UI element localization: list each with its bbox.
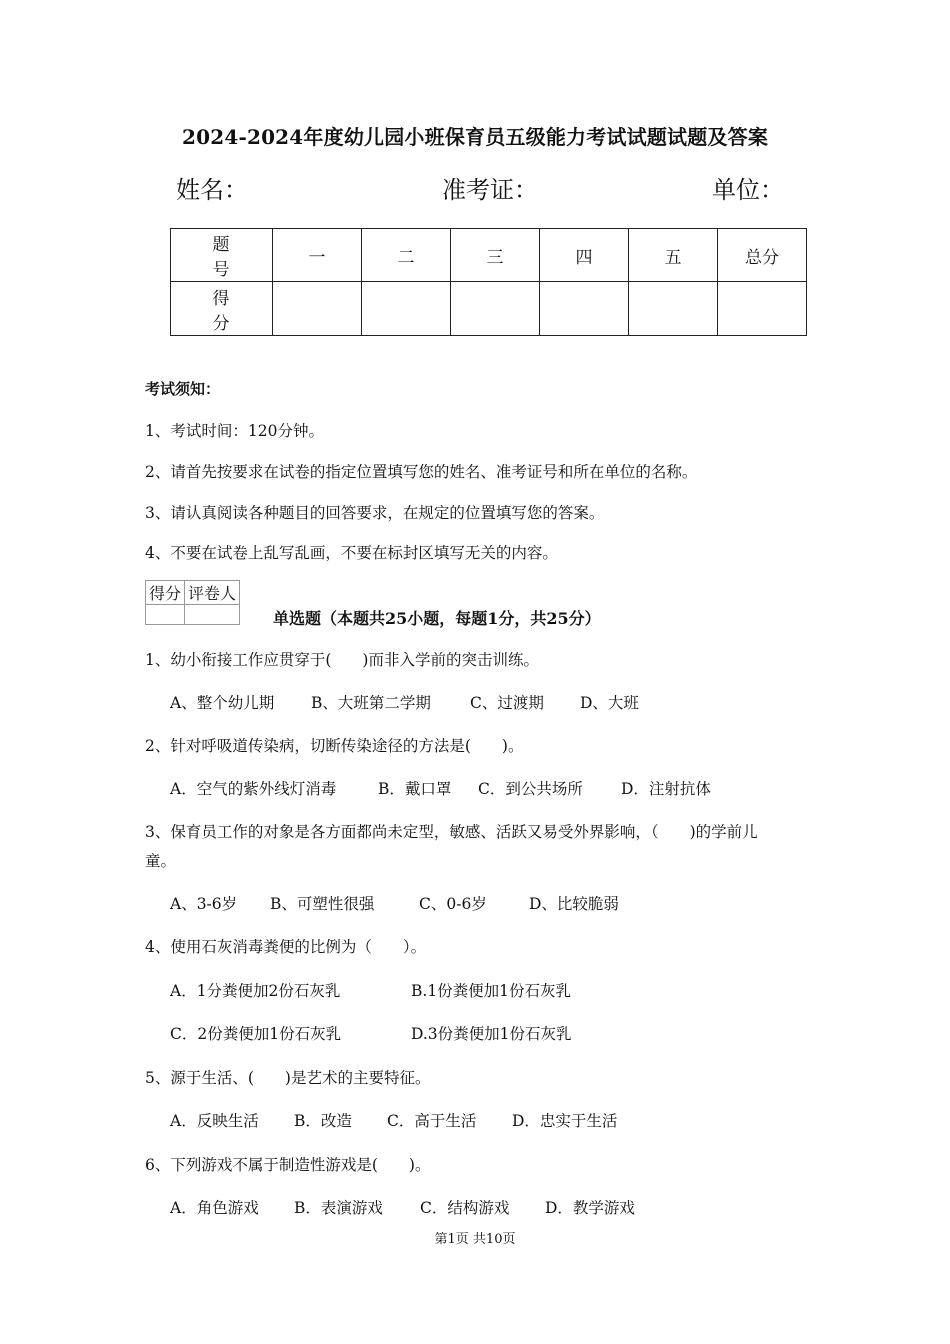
grader-reviewer-cell[interactable] bbox=[185, 605, 240, 625]
question-text: 3、保育员工作的对象是各方面都尚未定型，敏感、活跃又易受外界影响，（ )的学前儿 bbox=[145, 823, 758, 841]
option-d[interactable]: D、比较脆弱 bbox=[529, 895, 619, 913]
option-d[interactable]: D．教学游戏 bbox=[545, 1199, 635, 1217]
question-text: 2、针对呼吸道传染病，切断传染途径的方法是( )。 bbox=[145, 737, 524, 755]
question-text: 1、幼小衔接工作应贯穿于( )而非入学前的突击训练。 bbox=[145, 651, 539, 669]
page-footer: 第1页 共10页 bbox=[434, 1232, 516, 1247]
score-table-cell: 一 bbox=[273, 229, 362, 282]
option-b[interactable]: B．表演游戏 bbox=[294, 1199, 383, 1217]
score-table-score-row bbox=[171, 282, 807, 336]
option-b[interactable]: B、大班第二学期 bbox=[311, 694, 431, 712]
page-title: 2024-2024年度幼儿园小班保育员五级能力考试试题试题及答案 bbox=[181, 125, 769, 149]
grader-score-label: 得分 bbox=[146, 581, 185, 605]
option-a[interactable]: A．空气的紫外线灯消毒 bbox=[170, 780, 337, 798]
notice-item: 4、不要在试卷上乱写乱画，不要在标封区填写无关的内容。 bbox=[145, 544, 558, 562]
option-d[interactable]: D．忠实于生活 bbox=[512, 1112, 618, 1130]
notice-item: 1、考试时间：120分钟。 bbox=[145, 422, 324, 440]
option-b[interactable]: B．戴口罩 bbox=[378, 780, 452, 798]
option-d[interactable]: D、大班 bbox=[580, 694, 639, 712]
score-table-cell: 得 分 bbox=[171, 282, 273, 336]
option-c[interactable]: C．高于生活 bbox=[387, 1112, 477, 1130]
option-a[interactable]: A．反映生活 bbox=[170, 1112, 259, 1130]
option-c[interactable]: C．结构游戏 bbox=[420, 1199, 510, 1217]
score-table-cell: 总分 bbox=[718, 229, 807, 282]
score-table-input-cell[interactable] bbox=[718, 282, 807, 336]
option-c[interactable]: C．2份粪便加1份石灰乳 bbox=[170, 1025, 342, 1043]
question-text-continued: 童。 bbox=[145, 852, 177, 870]
grader-score-cell[interactable] bbox=[146, 605, 185, 625]
score-table-input-cell[interactable] bbox=[629, 282, 718, 336]
option-a[interactable]: A、整个幼儿期 bbox=[170, 694, 275, 712]
option-d[interactable]: D.3份粪便加1份石灰乳 bbox=[411, 1025, 572, 1043]
option-b[interactable]: B、可塑性很强 bbox=[270, 895, 375, 913]
score-table-input-cell[interactable] bbox=[540, 282, 629, 336]
grader-reviewer-label: 评卷人 bbox=[185, 581, 240, 605]
section-title: 单选题（本题共25小题，每题1分，共25分） bbox=[273, 609, 601, 628]
question-text: 5、源于生活、( )是艺术的主要特征。 bbox=[145, 1069, 431, 1087]
score-table-input-cell[interactable] bbox=[362, 282, 451, 336]
notice-title: 考试须知： bbox=[145, 380, 221, 398]
exam-id-label: 准考证： bbox=[442, 176, 538, 204]
unit-label: 单位： bbox=[712, 176, 784, 204]
option-b[interactable]: B.1份粪便加1份石灰乳 bbox=[411, 982, 572, 1000]
notice-item: 3、请认真阅读各种题目的回答要求，在规定的位置填写您的答案。 bbox=[145, 504, 605, 522]
score-table-input-cell[interactable] bbox=[451, 282, 540, 336]
score-table-input-cell[interactable] bbox=[273, 282, 362, 336]
score-table bbox=[170, 228, 807, 336]
grader-box bbox=[145, 580, 240, 625]
score-table-cell: 题 号 bbox=[171, 229, 273, 282]
score-table-cell: 三 bbox=[451, 229, 540, 282]
score-table-cell: 四 bbox=[540, 229, 629, 282]
option-a[interactable]: A．1分粪便加2份石灰乳 bbox=[170, 982, 341, 1000]
option-c[interactable]: C、过渡期 bbox=[470, 694, 544, 712]
option-a[interactable]: A、3-6岁 bbox=[170, 895, 238, 913]
notice-item: 2、请首先按要求在试卷的指定位置填写您的姓名、准考证号和所在单位的名称。 bbox=[145, 463, 698, 481]
name-label: 姓名： bbox=[176, 176, 248, 204]
option-a[interactable]: A．角色游戏 bbox=[170, 1199, 259, 1217]
option-c[interactable]: C．到公共场所 bbox=[478, 780, 583, 798]
question-text: 6、下列游戏不属于制造性游戏是( )。 bbox=[145, 1156, 431, 1174]
option-c[interactable]: C、0-6岁 bbox=[419, 895, 487, 913]
option-b[interactable]: B．改造 bbox=[294, 1112, 352, 1130]
option-d[interactable]: D．注射抗体 bbox=[621, 780, 711, 798]
score-table-cell: 二 bbox=[362, 229, 451, 282]
question-text: 4、使用石灰消毒粪便的比例为（ ）。 bbox=[145, 938, 427, 956]
score-table-cell: 五 bbox=[629, 229, 718, 282]
score-table-header-row bbox=[171, 229, 807, 282]
